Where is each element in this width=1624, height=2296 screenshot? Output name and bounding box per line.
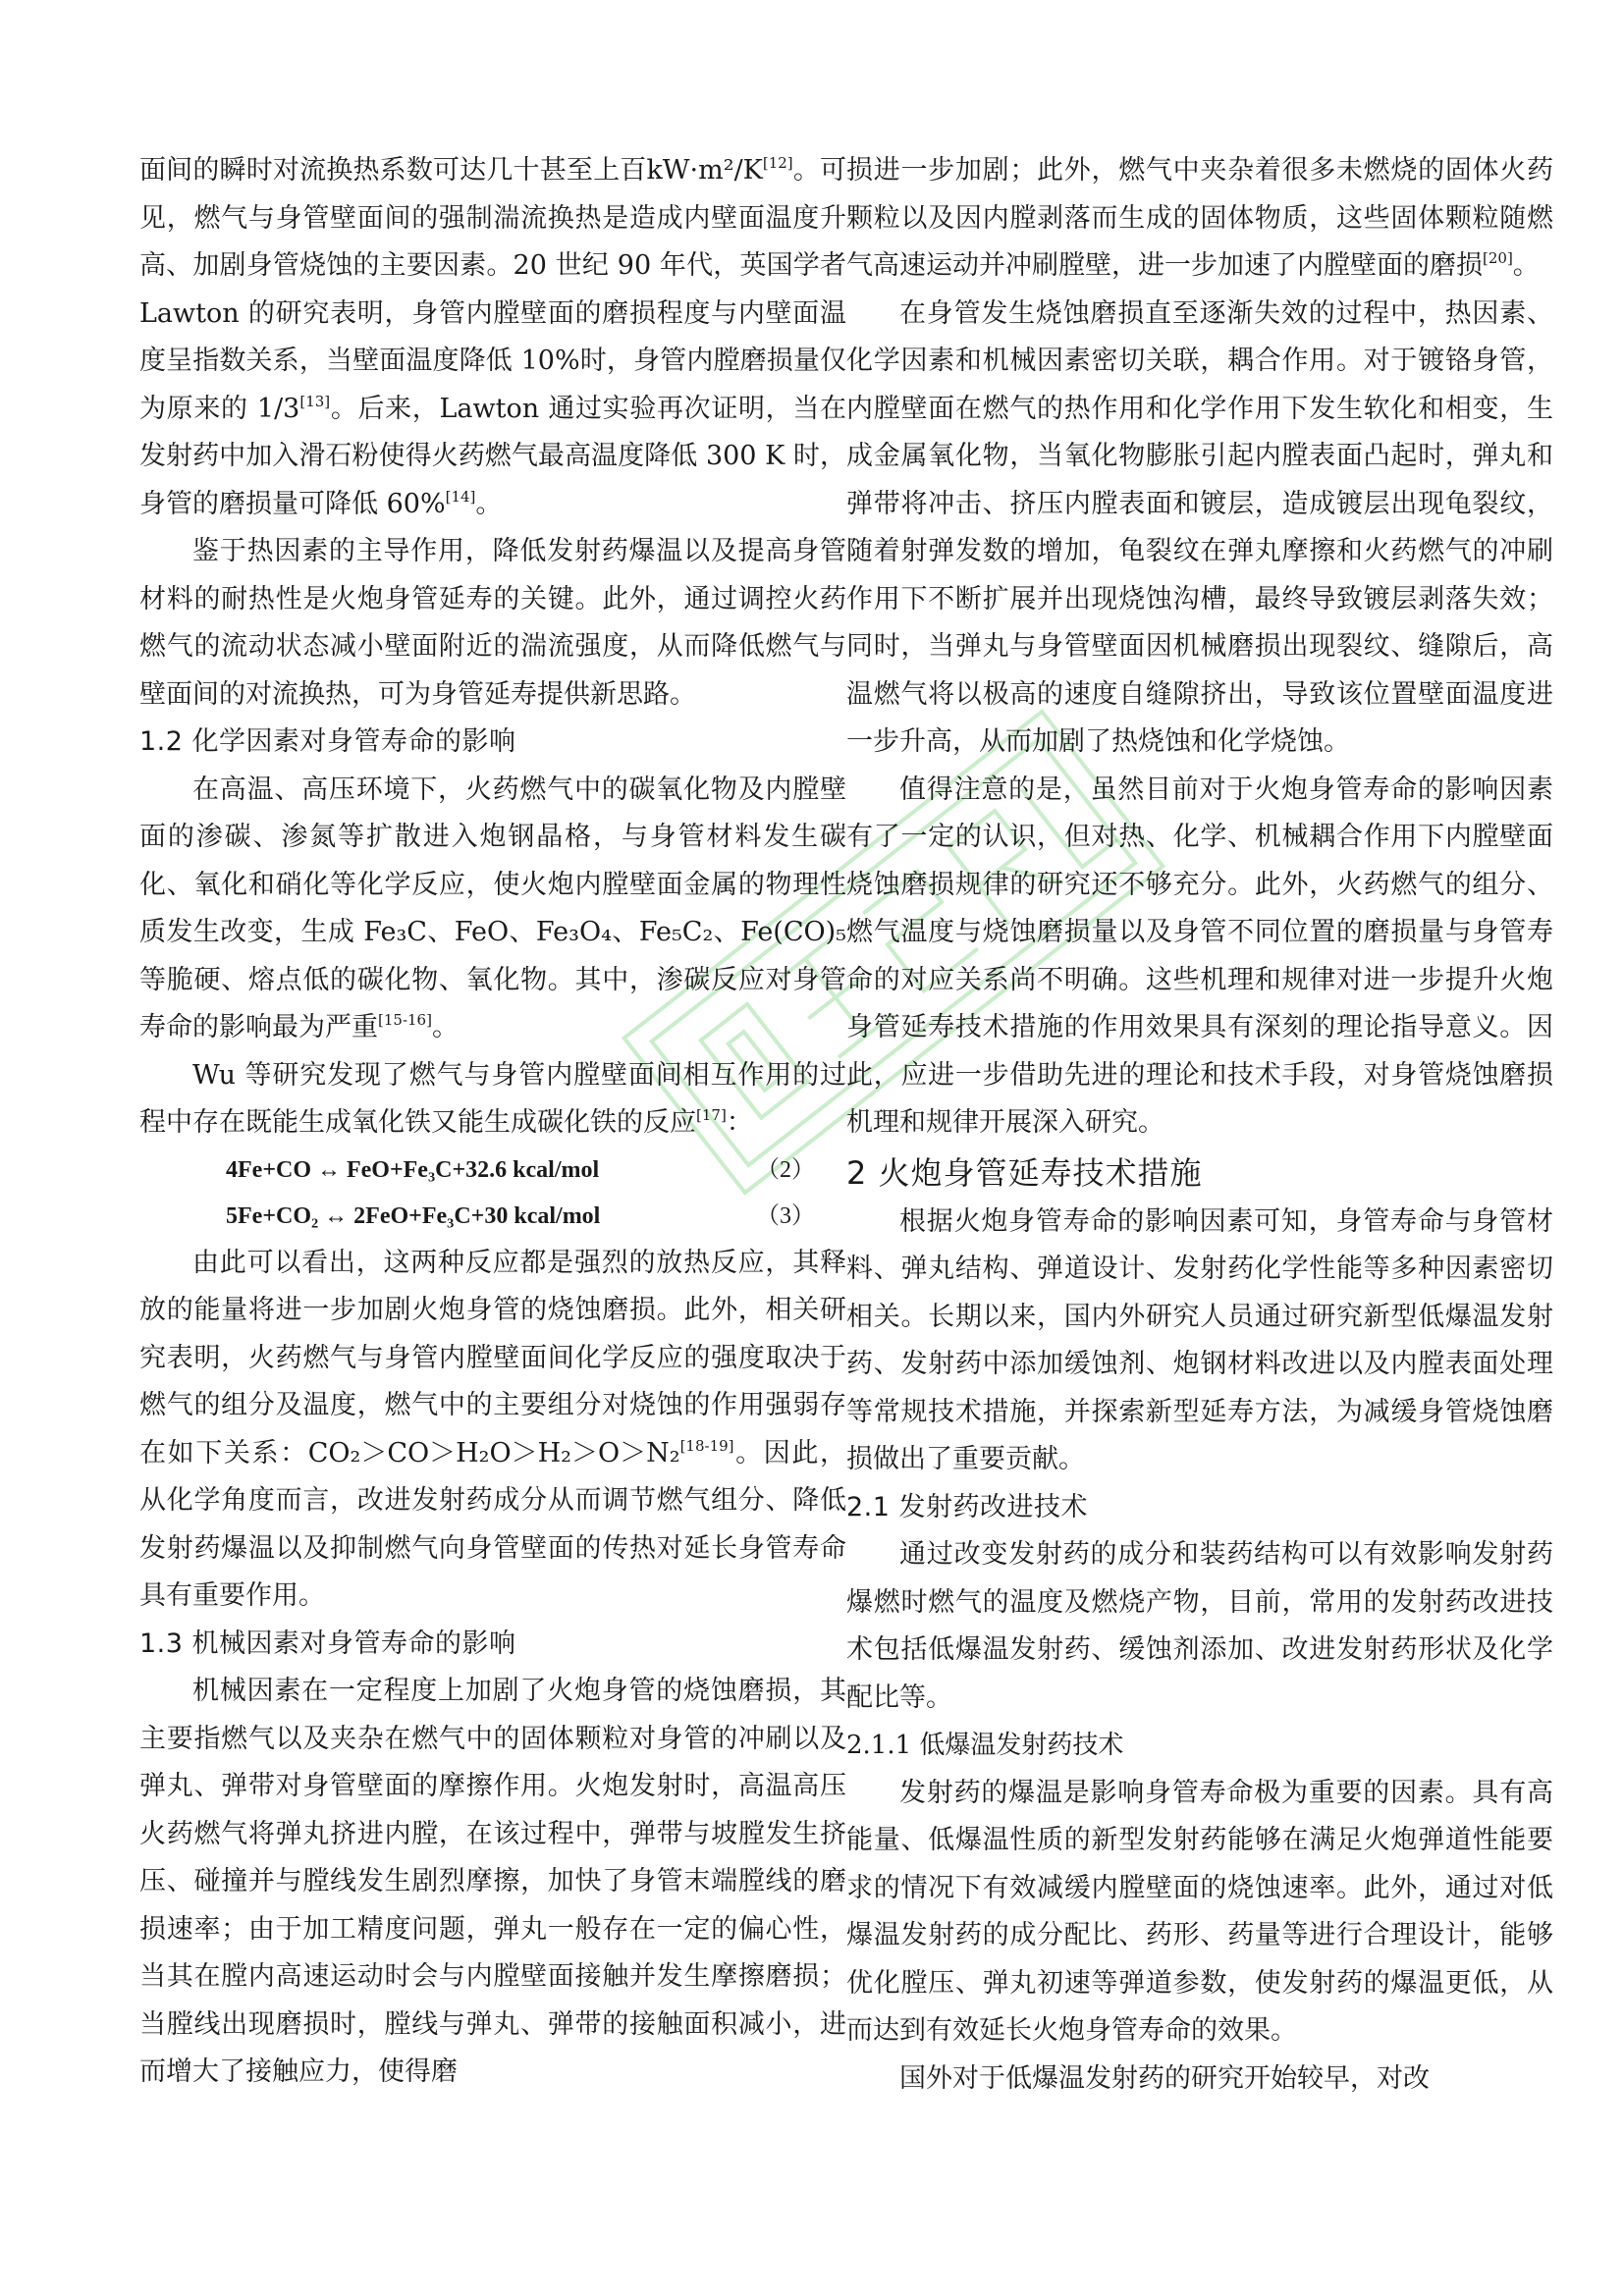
- paragraph: [139, 767, 846, 1052]
- text: 在高温、高压环境下，火药燃气中的碳氧化物及内膛壁面的渗碳、渗氮等扩散进入炮钢晶格，与身管材料发生碳化、氧化和硝化等化学反应，使火炮内膛壁面金属的物理性质发生改变，生成 Fe₃C、FeO、Fe₃O₄、Fe₅C₂、Fe(CO)₅ 等脆硬、熔点低的碳化物、氧化物。其中，渗碳反应对身管寿命的影响最为严重: [139, 774, 846, 1042]
- text: 损进一步加剧；此外，燃气中夹杂着很多未燃烧的固体火药颗粒以及因内膛剥落而生成的固体物质，这些固体颗粒随燃气高速运动并冲刷膛壁，进一步加速了内膛壁面的磨损: [846, 155, 1553, 281]
- paragraph: 根据火炮身管寿命的影响因素可知，身管寿命与身管材料、弹丸结构、弹道设计、发射药化学性能等多种因素密切相关。长期以来，国内外研究人员通过研究新型低爆温发射药、发射药中添加缓蚀剂、炮钢材料改进以及内膛表面处理等常规技术措施，并探索新型延寿方法，为减缓身管烧蚀磨损做出了重要贡献。: [846, 1205, 1553, 1474]
- citation: [20]: [1483, 249, 1513, 267]
- text: 。后来，Lawton 通过实验再次证明，当在发射药中加入滑石粉使得火药燃气最高温度降低 300 K 时，身管的磨损量可降低 60%: [139, 393, 846, 519]
- citation: [14]: [445, 487, 476, 506]
- equation-3: [139, 1194, 846, 1240]
- paragraph: [139, 147, 846, 528]
- paragraph: [139, 1240, 846, 1621]
- text: 。可见，燃气与身管壁面间的强制湍流换热是造成内壁面温度升高、加剧身管烧蚀的主要因素。20 世纪 90 年代，英国学者 Lawton 的研究表明，身管内膛壁面的磨损程度与内壁面温度呈指数关系，当壁面温度降低 10%时，身管内膛磨损量仅为原来的 1/3: [139, 155, 847, 424]
- citation: [13]: [299, 392, 331, 410]
- paragraph: 国外对于低爆温发射药的研究开始较早，对改: [899, 2062, 1430, 2094]
- paragraph: 在身管发生烧蚀磨损直至逐渐失效的过程中，热因素、化学因素和机械因素密切关联，耦合作用。对于镀铬身管，内膛壁面在燃气的热作用和化学作用下发生软化和相变，生成金属氧化物，当氧化物膨胀引起内膛表面凸起时，弹丸和弹带将冲击、挤压内膛表面和镀层，造成镀层出现龟裂纹，随着射弹发数的增加，龟裂纹在弹丸摩擦和火药燃气的冲刷作用下不断扩展并出现烧蚀沟槽，最终导致镀层剥落失效；同时，当弹丸与身管壁面因机械磨损出现裂纹、缝隙后，高温燃气将以极高的速度自缝隙挤出，导致该位置壁面温度进一步升高，从而加剧了热烧蚀和化学烧蚀。: [846, 297, 1553, 757]
- citation: [17]: [696, 1106, 727, 1124]
- paragraph: [139, 1052, 846, 1148]
- text: 。: [475, 488, 503, 519]
- paragraph: 鉴于热因素的主导作用，降低发射药爆温以及提高身管材料的耐热性是火炮身管延寿的关键。此外，通过调控火药燃气的流动状态减小壁面附近的湍流强度，从而降低燃气与壁面间的对流换热，可为身管延寿提供新思路。: [139, 536, 846, 710]
- paragraph: 通过改变发射药的成分和装药结构可以有效影响发射药爆燃时燃气的温度及燃烧产物，目前，常用的发射药改进技术包括低爆温发射药、缓蚀剂添加、改进发射药形状及化学配比等。: [846, 1539, 1553, 1713]
- equation-expression: 5Fe+CO₂ ↔ 2FeO+Fe₃C+30 kcal/mol: [226, 1202, 601, 1229]
- citation: [18-19]: [679, 1436, 734, 1455]
- equation-2: [139, 1148, 846, 1194]
- paragraph: 发射药的爆温是影响身管寿命极为重要的因素。具有高能量、低爆温性质的新型发射药能够在满足火炮弹道性能要求的情况下有效减缓内膛壁面的烧蚀速率。此外，通过对低爆温发射药的成分配比、药形、药量等进行合理设计，能够优化膛压、弹丸初速等弹道参数，使发射药的爆温更低，从而达到有效延长火炮身管寿命的效果。: [846, 1777, 1553, 2046]
- paragraph: [846, 147, 1553, 291]
- citation: [12]: [762, 154, 793, 172]
- citation: [15-16]: [378, 1011, 432, 1029]
- section-heading-2-1: 2.1 发射药改进技术: [846, 1491, 1089, 1522]
- text: 。: [1512, 250, 1540, 281]
- paragraph: 机械因素在一定程度上加剧了火炮身管的烧蚀磨损，其主要指燃气以及夹杂在燃气中的固体颗粒对身管的冲刷以及弹丸、弹带对身管壁面的摩擦作用。火炮发射时，高温高压火药燃气将弹丸挤进内膛，在该过程中，弹带与坡膛发生挤压、碰撞并与膛线发生剧烈摩擦，加快了身管末端膛线的磨损速率；由于加工精度问题，弹丸一般存在一定的偏心性，当其在膛内高速运动时会与内膛壁面接触并发生摩擦磨损；当膛线出现磨损时，膛线与弹丸、弹带的接触面积减小，进而增大了接触应力，使得磨: [139, 1676, 846, 2087]
- section-heading-2-1-1: 2.1.1 低爆温发射药技术: [846, 1731, 1124, 1760]
- left-column: [139, 147, 846, 2097]
- paragraph: 值得注意的是，虽然目前对于火炮身管寿命的影响因素有了一定的认识，但对热、化学、机械耦合作用下内膛壁面烧蚀磨损规律的研究还不够充分。此外，火药燃气的组分、燃气温度与烧蚀磨损量以及身管不同位置的磨损量与身管寿命的对应关系尚不明确。这些机理和规律对进一步提升火炮身管延寿技术措施的作用效果具有深刻的理论指导意义。因此，应进一步借助先进的理论和技术手段，对身管烧蚀磨损机理和规律开展深入研究。: [846, 774, 1553, 1138]
- text: ：: [726, 1107, 753, 1138]
- equation-number: （3）: [756, 1202, 815, 1229]
- text: 面间的瞬时对流换热系数可达几十甚至上百kW·m²/K: [139, 155, 763, 186]
- right-column: [846, 147, 1553, 2103]
- equation-number: （2）: [756, 1156, 815, 1183]
- text: 由此可以看出，这两种反应都是强烈的放热反应，其释放的能量将进一步加剧火炮身管的烧蚀磨损。此外，相关研究表明，火药燃气与身管内膛壁面间化学反应的强度取决于燃气的组分及温度，燃气中的主要组分对烧蚀的作用强弱存在如下关系：CO₂＞CO＞H₂O＞H₂＞O＞N₂: [139, 1247, 846, 1468]
- section-heading-2: 2 火炮身管延寿技术措施: [846, 1153, 1203, 1192]
- text: Wu 等研究发现了燃气与身管内膛壁面间相互作用的过程中存在既能生成氧化铁又能生成碳化铁的反应: [139, 1059, 846, 1138]
- text: 。: [431, 1012, 459, 1042]
- equation-expression: 4Fe+CO ↔ FeO+Fe₃C+32.6 kcal/mol: [226, 1156, 600, 1183]
- section-heading-1-2: 1.2 化学因素对身管寿命的影响: [139, 726, 516, 757]
- section-heading-1-3: 1.3 机械因素对身管寿命的影响: [139, 1628, 516, 1659]
- text: 。因此，从化学角度而言，改进发射药成分从而调节燃气组分、降低发射药爆温以及抑制燃气向身管壁面的传热对延长身管寿命具有重要作用。: [139, 1437, 846, 1611]
